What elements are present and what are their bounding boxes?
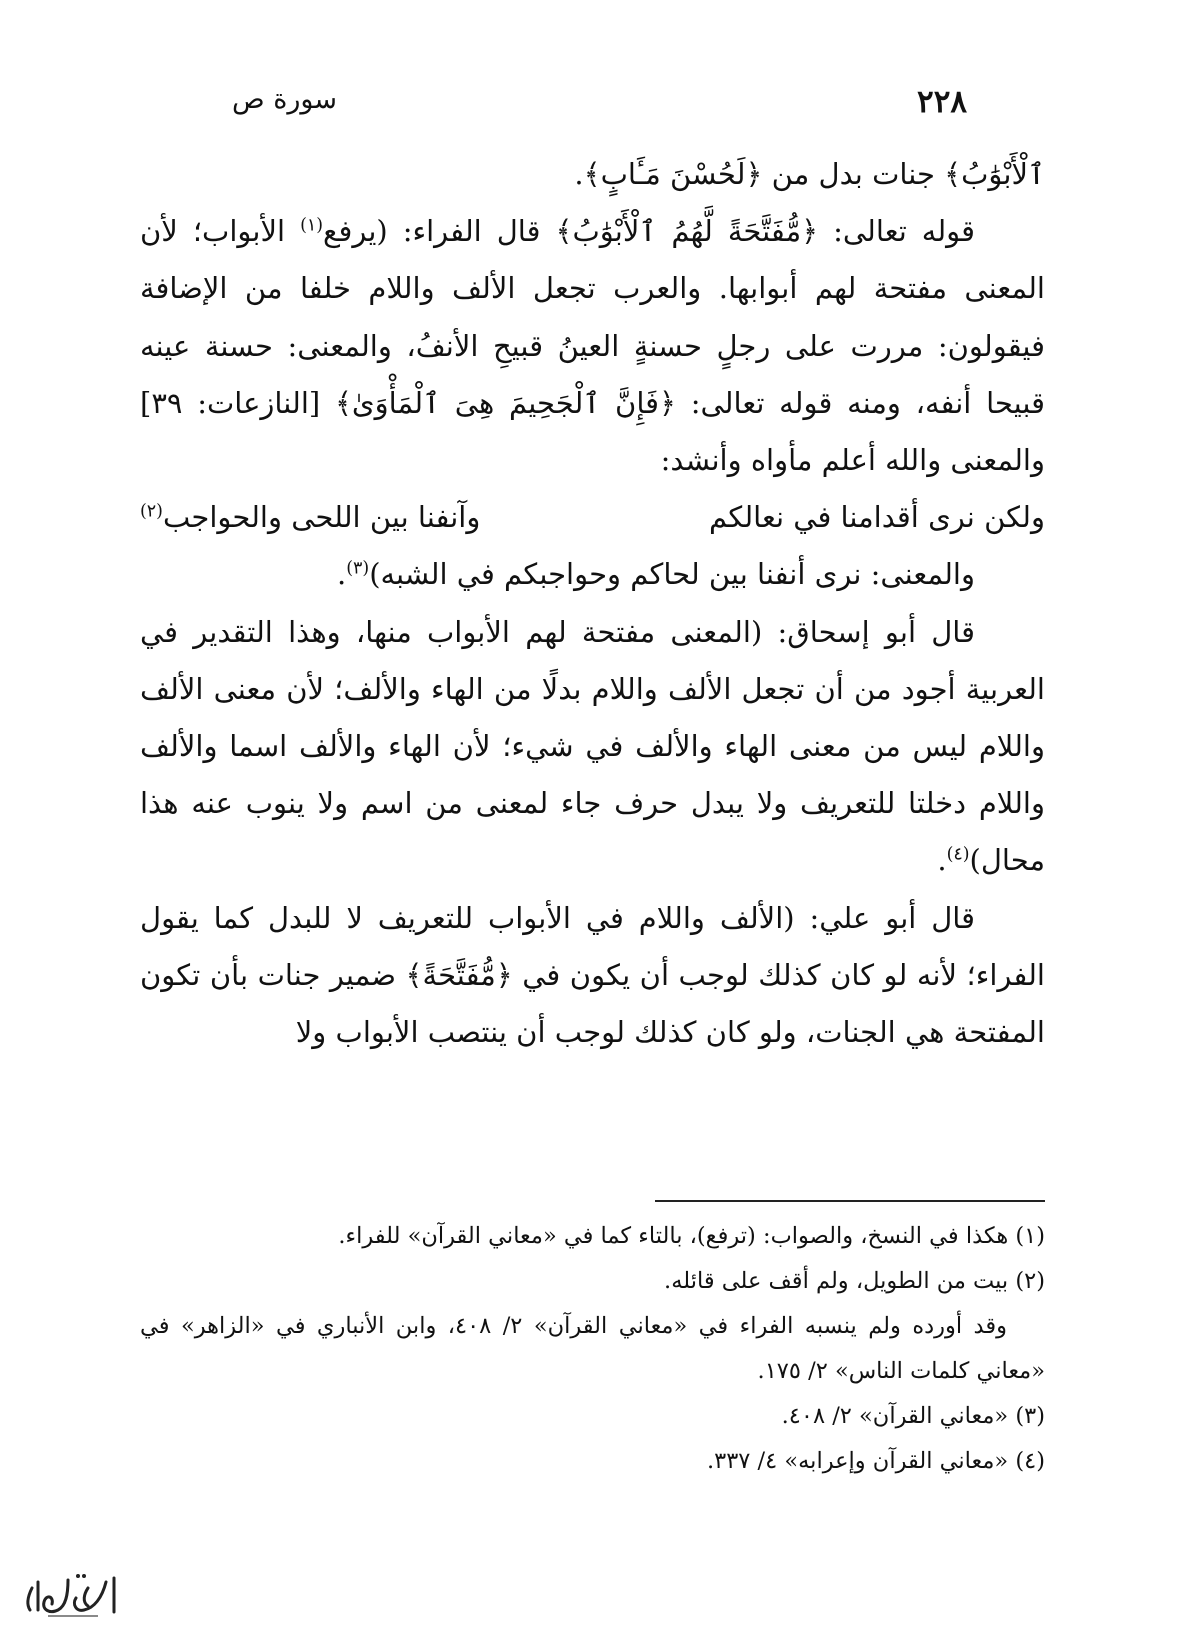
- page-number: ٢٢٨: [917, 84, 967, 120]
- publisher-logo-icon: [18, 1568, 122, 1624]
- footnote-1: (١) هكذا في النسخ، والصواب: (ترفع)، بالتاء كما في «معاني القرآن» للفراء.: [338, 1223, 1045, 1249]
- paragraph-2: قوله تعالى: ﴿مُّفَتَّحَةً لَّهُمُ ٱلْأَبْوَٰبُ﴾ قال الفراء: (يرفع$^{(١)}$ الأبواب؛ لأن المعنى مفتحة لهم أبوابها. والعرب تجعل الألف واللام خلفا من الإضافة فيقولون: مررت على رجلٍ حسنةٍ العينُ قبيحِ الأنفُ، والمعنى: حسنة عينه قبيحا أنفه، ومنه قوله تعالى: ﴿فَإِنَّ ٱلْجَحِيمَ هِىَ ٱلْمَأْوَىٰ﴾ [النازعات: ٣٩] والمعنى والله أعلم مأواه وأنشد:: [140, 214, 1045, 478]
- main-text: [140, 146, 1045, 1061]
- paragraph-1: ٱلْأَبْوَٰبُ﴾ جنات بدل من ﴿لَحُسْنَ مَـَٔابٍ﴾.: [574, 157, 1045, 191]
- footnote-4: (٤) «معاني القرآن وإعرابه» ٤/ ٣٣٧.: [706, 1448, 1045, 1474]
- paragraph-5: قال أبو علي: (الألف واللام في الأبواب للتعريف لا للبدل كما يقول الفراء؛ لأنه لو كان كذلك لوجب أن يكون في ﴿مُّفَتَّحَةً﴾ ضمير جنات بأن تكون المفتحة هي الجنات، ولو كان كذلك لوجب أن ينتصب الأبواب ولا: [140, 900, 1045, 1050]
- paragraph-4: قال أبو إسحاق: (المعنى مفتحة لهم الأبواب منها، وهذا التقدير في العربية أجود من أن تجعل الألف واللام بدلًا من الهاء والألف؛ لأن معنى الألف واللام ليس من معنى الهاء والألف في شيء؛ لأن الهاء والألف اسما والألف واللام دخلتا للتعريف ولا يبدل حرف جاء لمعنى من اسم ولا ينوب عنه هذا محال)$^{(٤)}$.: [140, 614, 1045, 878]
- surah-title: سورة ص: [232, 84, 337, 115]
- footnotes: [140, 1214, 1045, 1484]
- footnote-marker-2: (٢): [140, 501, 163, 522]
- verse-hemistich-2: وآنفنا بين اللحى والحواجب$^{(٢)}$: [140, 500, 481, 535]
- footnote-2: (٢) بيت من الطويل، ولم أقف على قائله.: [664, 1268, 1045, 1294]
- footnote-marker-1: (١): [300, 215, 324, 236]
- footnote-divider: [655, 1200, 1045, 1202]
- paragraph-3: والمعنى: نرى أنفنا بين لحاكم وحواجبكم في الشبه)$^{(٣)}$.: [337, 557, 975, 592]
- footnote-2-continued: وقد أورده ولم ينسبه الفراء في «معاني القرآن» ٢/ ٤٠٨، وابن الأنباري في «الزاهر» في «معاني كلمات الناس» ٢/ ١٧٥.: [140, 1313, 1045, 1384]
- verse-hemistich-1: ولكن نرى أقدامنا في نعالكم: [709, 500, 1045, 535]
- poetry-verse: [140, 489, 1045, 546]
- footnote-marker-3: (٣): [346, 558, 370, 579]
- footnote-3: (٣) «معاني القرآن» ٢/ ٤٠٨.: [781, 1403, 1045, 1429]
- footnote-marker-4: (٤): [946, 844, 970, 865]
